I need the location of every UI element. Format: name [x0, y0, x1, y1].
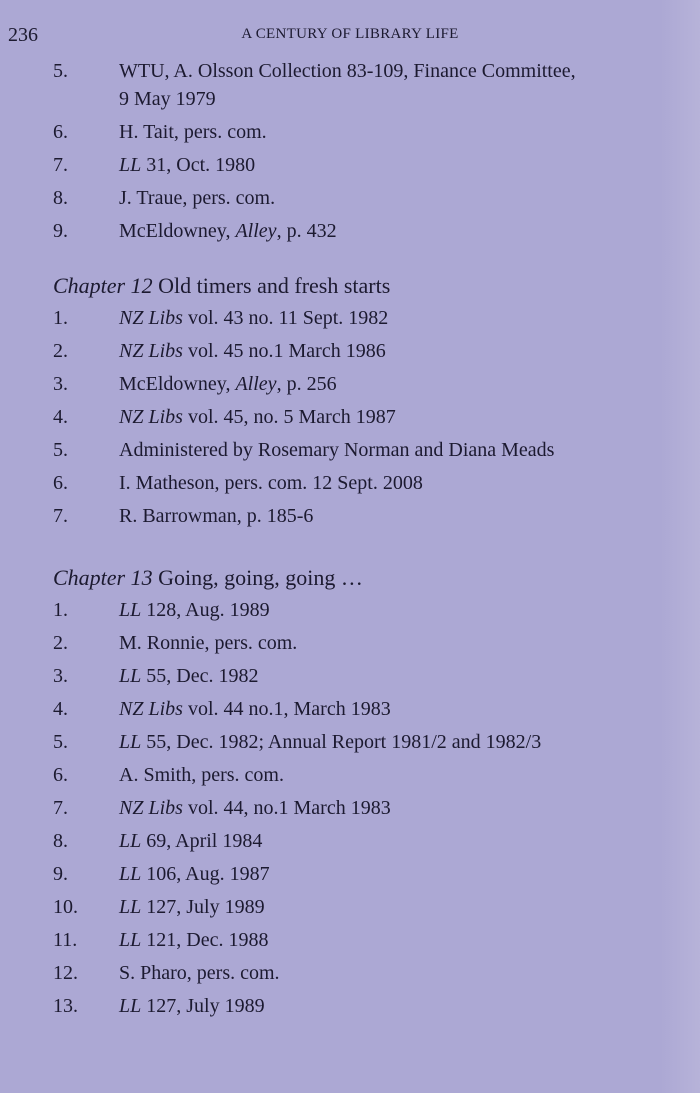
note-item: 6. H. Tait, pers. com. — [53, 121, 267, 143]
endnotes — [53, 57, 673, 1023]
note-item: 9. LL 106, Aug. 1987 — [53, 863, 270, 885]
note-item: 8. LL 69, April 1984 — [53, 830, 263, 852]
note-item: 4. NZ Libs vol. 44 no.1, March 1983 — [53, 698, 391, 720]
note-item: 5. WTU, A. Olsson Collection 83-109, Finance Committee, 9 May 1979 — [53, 60, 576, 110]
note-item: 8. J. Traue, pers. com. — [53, 187, 276, 209]
note-item: 7. NZ Libs vol. 44, no.1 March 1983 — [53, 797, 391, 819]
note-item: 4. NZ Libs vol. 45, no. 5 March 1987 — [53, 406, 396, 428]
note-item: 5. LL 55, Dec. 1982; Annual Report 1981/2 and 1982/3 — [53, 731, 542, 753]
note-item: 1. NZ Libs vol. 43 no. 11 Sept. 1982 — [53, 307, 389, 329]
note-item: 9. McEldowney, Alley, p. 432 — [53, 220, 337, 242]
note-item: 1. LL 128, Aug. 1989 — [53, 599, 270, 621]
note-item: 5. Administered by Rosemary Norman and Diana Meads — [53, 439, 555, 461]
note-item: 3. LL 55, Dec. 1982 — [53, 665, 259, 687]
note-item: 6. I. Matheson, pers. com. 12 Sept. 2008 — [53, 472, 423, 494]
note-item: 3. McEldowney, Alley, p. 256 — [53, 373, 337, 395]
note-item: 2. NZ Libs vol. 45 no.1 March 1986 — [53, 340, 386, 362]
note-item: 11. LL 121, Dec. 1988 — [53, 929, 269, 951]
page-number: 236 — [8, 24, 38, 46]
note-item: 6. A. Smith, pers. com. — [53, 764, 284, 786]
running-head: A CENTURY OF LIBRARY LIFE — [241, 26, 459, 42]
page-header — [8, 24, 692, 48]
note-item: 7. LL 31, Oct. 1980 — [53, 154, 256, 176]
chapter-heading-12: Chapter 12 Old timers and fresh starts — [53, 273, 391, 298]
note-item: 10. LL 127, July 1989 — [53, 896, 265, 918]
note-item: 12. S. Pharo, pers. com. — [53, 962, 280, 984]
note-item: 13. LL 127, July 1989 — [53, 995, 265, 1017]
note-item: 7. R. Barrowman, p. 185-6 — [53, 505, 314, 527]
chapter-heading-13: Chapter 13 Going, going, going … — [53, 565, 363, 590]
note-item: 2. M. Ronnie, pers. com. — [53, 632, 298, 654]
